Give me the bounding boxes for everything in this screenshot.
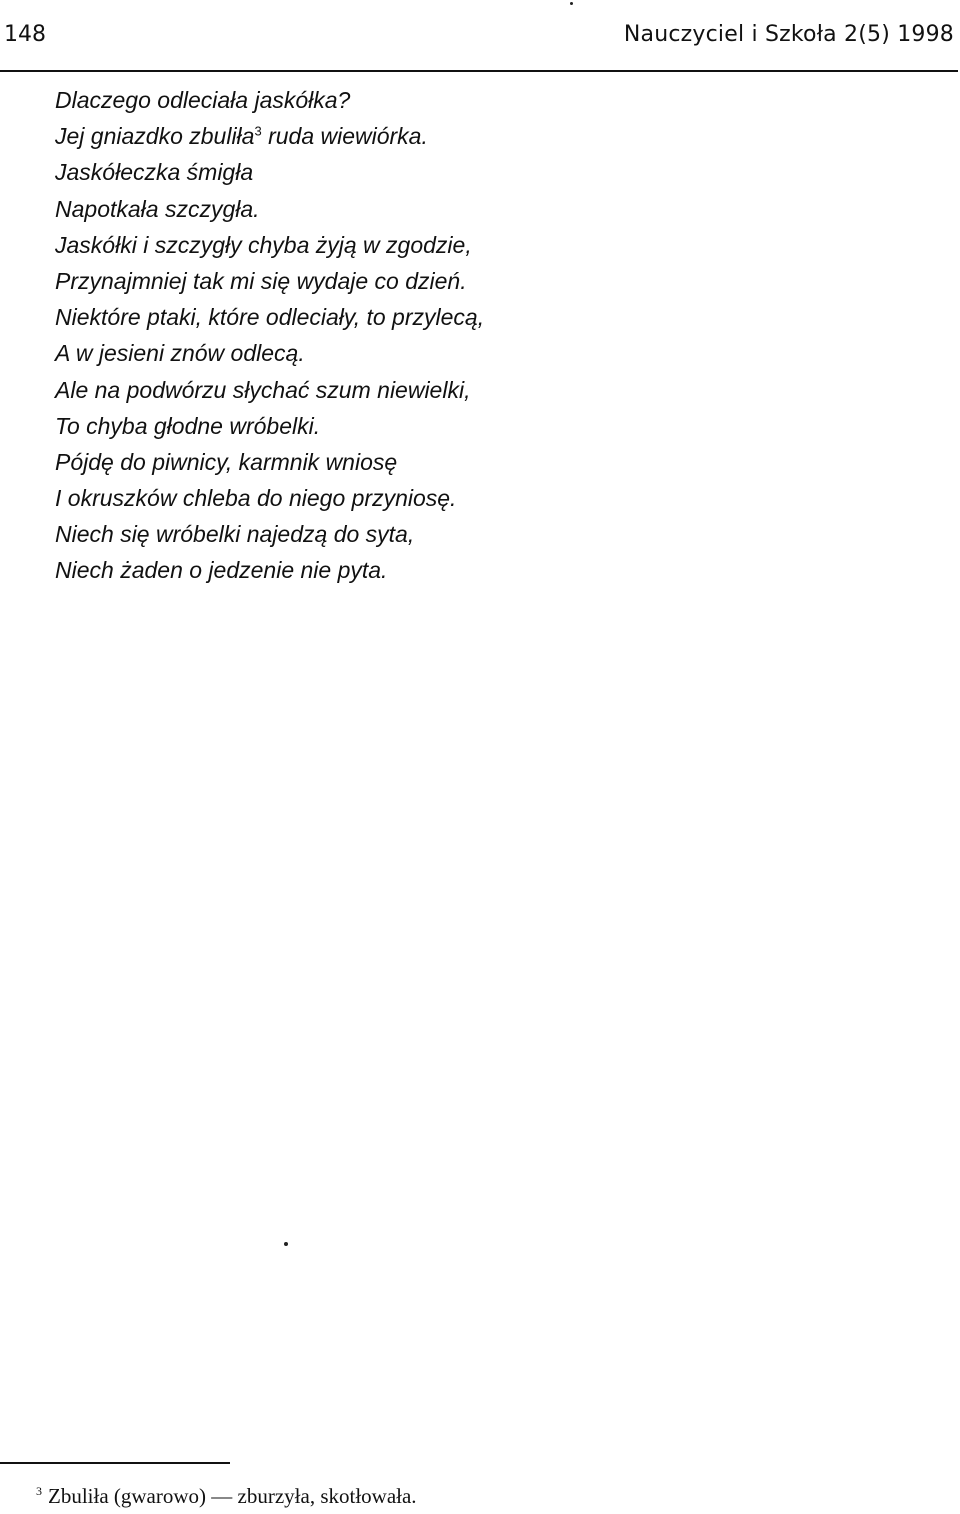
- poem-line: [55, 118, 915, 154]
- stray-dot: [570, 2, 573, 5]
- page-header: [0, 18, 960, 58]
- poem-line: [55, 372, 915, 408]
- header-rule: [0, 70, 958, 72]
- poem-line-text: Napotkała szczygła.: [55, 195, 260, 222]
- poem: [55, 82, 915, 589]
- poem-line-text: I okruszków chleba do niego przyniosę.: [55, 485, 457, 512]
- footnote-reference: 3: [254, 123, 262, 139]
- poem-line: [55, 154, 915, 190]
- poem-line: [55, 299, 915, 335]
- poem-line: [55, 82, 915, 118]
- poem-line: [55, 480, 915, 516]
- footnote-text: Zbuliła (gwarowo) — zburzyła, skotłowała.: [48, 1484, 417, 1508]
- stray-dot: [284, 1242, 288, 1246]
- poem-line-text: Dlaczego odleciała jaskółka?: [55, 87, 351, 113]
- poem-line-text: Jaskółki i szczygły chyba żyją w zgodzie,: [55, 231, 472, 258]
- poem-line: [55, 444, 915, 480]
- footnote-rule: [0, 1462, 230, 1464]
- poem-line-text: To chyba głodne wróbelki.: [55, 412, 321, 439]
- poem-line-text: Niektóre ptaki, które odleciały, to przylecą,: [55, 304, 485, 331]
- page-number: 148: [4, 22, 46, 47]
- poem-line-text: Niech żaden o jedzenie nie pyta.: [55, 557, 388, 584]
- poem-line-text: Jaskółeczka śmigła: [55, 159, 254, 186]
- poem-line-text: A w jesieni znów odlecą.: [55, 340, 305, 367]
- running-head: Nauczyciel i Szkoła 2(5) 1998: [623, 22, 954, 47]
- footnote: [36, 1484, 417, 1509]
- poem-line-text: Jej gniazdko zbuliła: [55, 123, 255, 150]
- poem-line: [55, 335, 915, 371]
- poem-line-text: ruda wiewiórka.: [261, 123, 428, 150]
- poem-line-text: Ale na podwórzu słychać szum niewielki,: [55, 376, 471, 403]
- footnote-marker: 3: [36, 1484, 42, 1498]
- poem-line-text: Przynajmniej tak mi się wydaje co dzień.: [55, 267, 467, 294]
- poem-line: [55, 227, 915, 263]
- poem-line: [55, 191, 915, 227]
- poem-line: [55, 263, 915, 299]
- poem-line: [55, 516, 915, 552]
- poem-line: [55, 408, 915, 444]
- poem-line-text: Pójdę do piwnicy, karmnik wniosę: [55, 448, 398, 475]
- poem-line: [55, 552, 915, 588]
- poem-line-text: Niech się wróbelki najedzą do syta,: [55, 521, 415, 548]
